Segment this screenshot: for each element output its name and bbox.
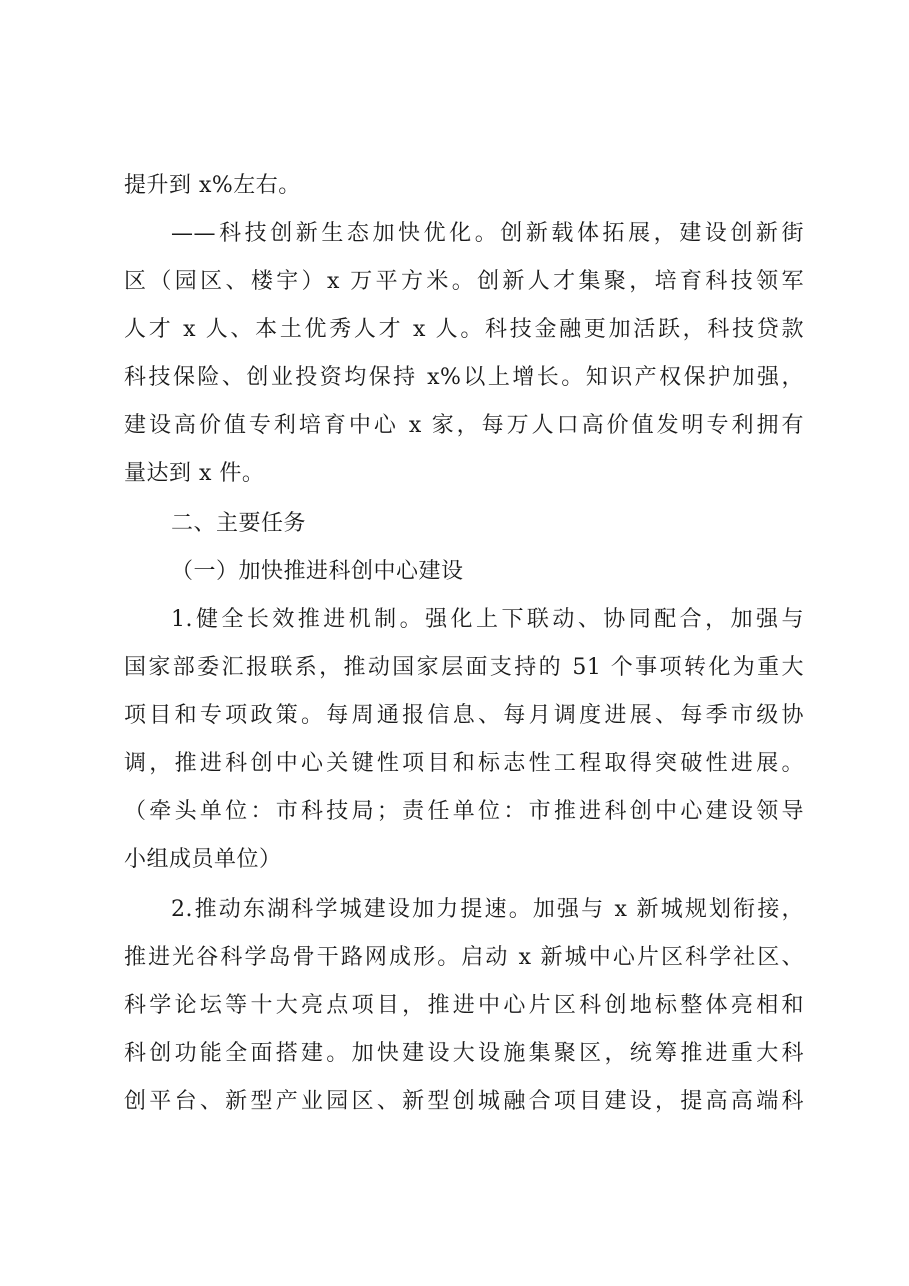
text-line: （牵头单位：市科技局；责任单位：市推进科创中心建设领导 — [124, 799, 804, 824]
text-line: 科学论坛等十大亮点项目，推进中心片区科创地标整体亮相和 — [124, 993, 804, 1018]
subsection-heading: （一）加快推进科创中心建设 — [171, 559, 464, 584]
text-line: 国家部委汇报联系，推动国家层面支持的 51 个事项转化为重大 — [124, 655, 804, 680]
text-line: 调，推进科创中心关键性项目和标志性工程取得突破性进展。 — [124, 751, 804, 776]
text-line: 区（园区、楼宇）x 万平方米。创新人才集聚，培育科技领军 — [124, 269, 804, 294]
text-line: 1.健全长效推进机制。强化上下联动、协同配合，加强与 — [171, 607, 804, 632]
text-line: 2.推动东湖科学城建设加力提速。加强与 x 新城规划衔接， — [171, 897, 804, 922]
text-line: 科技保险、创业投资均保持 x%以上增长。知识产权保护加强， — [124, 365, 804, 390]
text-line: 小组成员单位） — [124, 847, 282, 872]
text-line: 推进光谷科学岛骨干路网成形。启动 x 新城中心片区科学社区、 — [124, 945, 804, 970]
text-line: 创平台、新型产业园区、新型创城融合项目建设，提高高端科 — [124, 1089, 804, 1114]
text-line: 科创功能全面搭建。加快建设大设施集聚区，统筹推进重大科 — [124, 1041, 804, 1066]
text-line: ——科技创新生态加快优化。创新载体拓展，建设创新街 — [171, 221, 804, 246]
text-line: 项目和专项政策。每周通报信息、每月调度进展、每季市级协 — [124, 703, 804, 728]
text-line: 提升到 x%左右。 — [124, 173, 301, 198]
section-heading: 二、主要任务 — [171, 511, 307, 536]
text-line: 量达到 x 件。 — [124, 461, 265, 486]
text-line: 人才 x 人、本土优秀人才 x 人。科技金融更加活跃，科技贷款 — [124, 317, 804, 342]
text-line: 建设高价值专利培育中心 x 家，每万人口高价值发明专利拥有 — [124, 413, 804, 438]
